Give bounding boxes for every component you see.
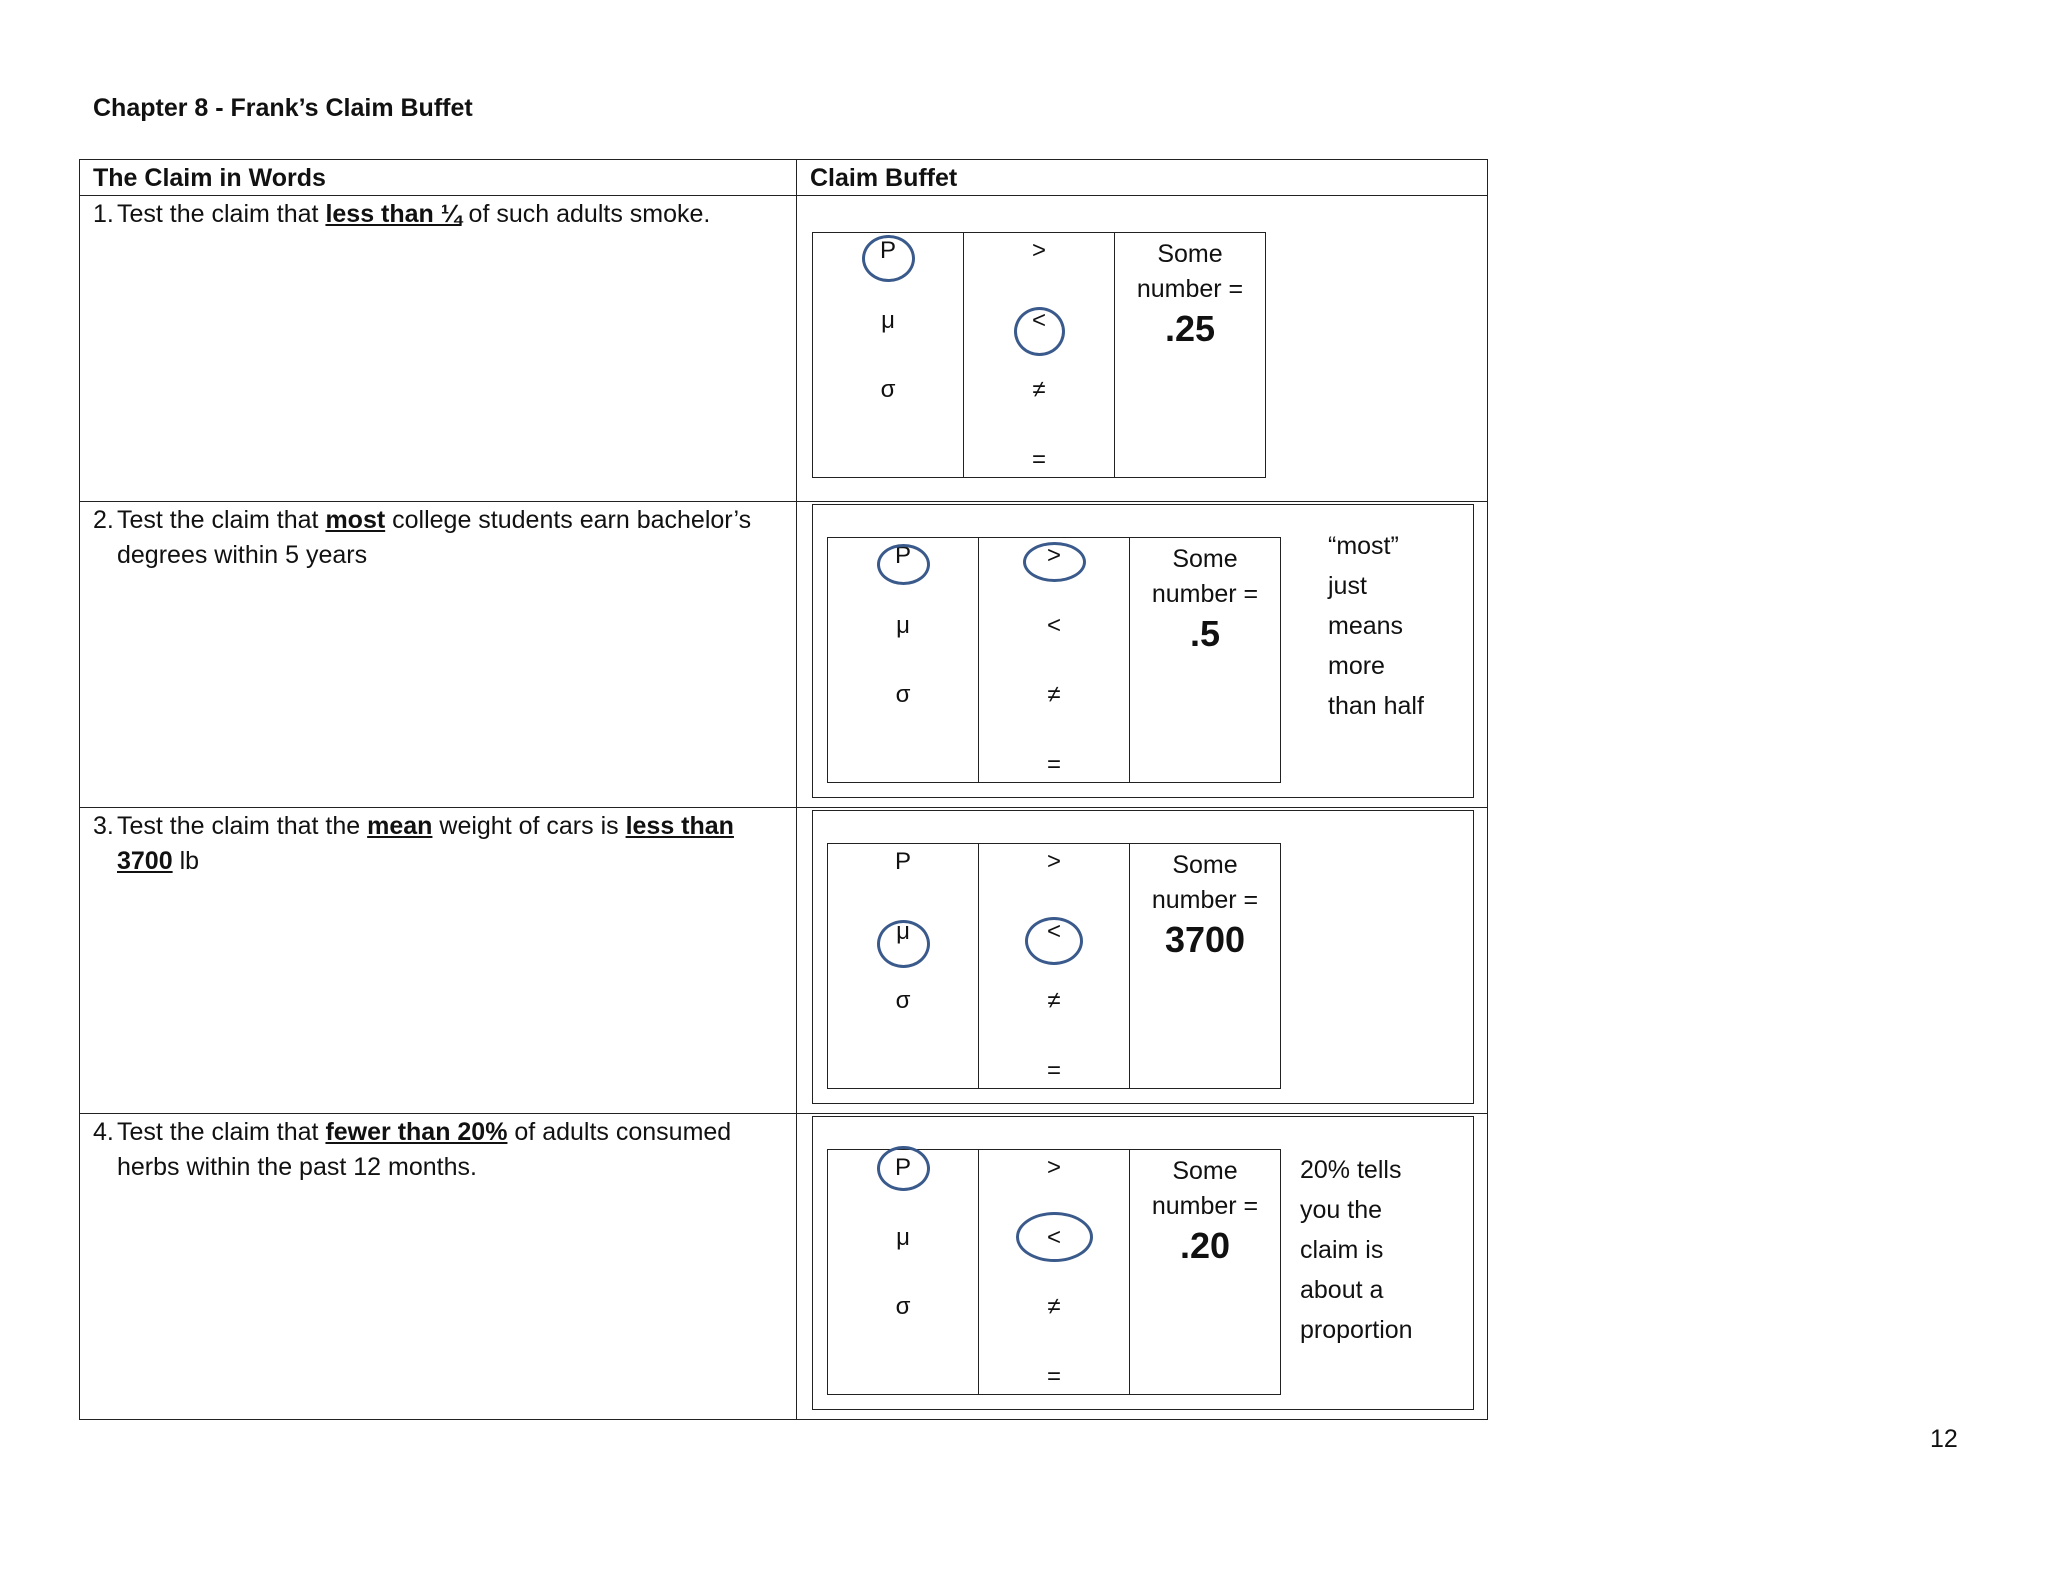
some-number-label: [1130, 848, 1280, 918]
page-title: Chapter 8 - Frank’s Claim Buffet: [93, 94, 473, 122]
claim-table: [79, 159, 1488, 1420]
claim-number: 4.: [93, 1118, 114, 1146]
claim-value: .25: [1164, 308, 1216, 349]
operator-option: >: [1046, 542, 1061, 569]
number-equals-label: number =: [1136, 275, 1244, 303]
claim-segment: Test the claim that: [117, 506, 326, 534]
claim-sentence: [117, 809, 786, 879]
claim-buffet-box: [827, 1149, 1281, 1395]
table-row: [80, 502, 1488, 808]
header-claim-buffet: Claim Buffet: [797, 160, 1488, 196]
note-line: you the: [1300, 1196, 1383, 1224]
claim-text: [80, 1114, 796, 1185]
operator-option: =: [1046, 1363, 1061, 1390]
some-number-label: [1115, 237, 1265, 307]
claim-keyword: most: [325, 506, 386, 534]
operator-option: =: [1046, 751, 1061, 778]
some-label: Some: [1172, 851, 1238, 879]
circled-operator-mark: [1023, 542, 1086, 582]
circled-operator-mark: [1014, 307, 1065, 356]
parameter-option: σ: [880, 376, 896, 403]
operator-option: >: [1046, 1154, 1061, 1181]
operator-column: [978, 1150, 1129, 1394]
claim-number: 1.: [93, 200, 114, 228]
operator-option: ≠: [1047, 1293, 1061, 1320]
claim-value: .20: [1179, 1225, 1231, 1266]
claim-text: [80, 196, 796, 232]
operator-option: >: [1046, 848, 1061, 875]
claim-sentence: [117, 1115, 786, 1185]
claim-words-cell: [80, 1114, 797, 1420]
claim-buffet-cell: [797, 1114, 1488, 1420]
claim-keyword: fewer than 20%: [325, 1118, 508, 1146]
claim-text: [80, 502, 796, 573]
operator-column: [978, 844, 1129, 1088]
number-equals-label: number =: [1151, 580, 1259, 608]
operator-option: <: [1031, 307, 1046, 334]
table-header-row: [80, 160, 1488, 196]
operator-option: >: [1031, 237, 1046, 264]
claim-sentence: [117, 197, 710, 232]
circled-operator-mark: [1016, 1212, 1093, 1262]
claim-buffet-box: [812, 232, 1266, 478]
parameter-option: μ: [896, 1224, 910, 1251]
parameter-option: μ: [896, 612, 910, 639]
circled-parameter-mark: [877, 544, 930, 585]
note-line: means: [1328, 612, 1404, 640]
claim-value: 3700: [1164, 919, 1246, 960]
operator-option: <: [1046, 1224, 1061, 1251]
operator-option: =: [1046, 1057, 1061, 1084]
note-line: than half: [1328, 692, 1424, 720]
claim-number: 3.: [93, 812, 114, 840]
claim-keyword: less than ¼: [325, 200, 462, 228]
number-equals-label: number =: [1151, 1192, 1259, 1220]
claim-segment: weight of cars is: [432, 812, 626, 840]
circled-parameter-mark: [877, 1146, 930, 1191]
circled-operator-mark: [1025, 917, 1083, 965]
claim-words-cell: [80, 502, 797, 808]
note-line: about a: [1300, 1276, 1384, 1304]
claim-number: 2.: [93, 506, 114, 534]
claim-words-cell: [80, 808, 797, 1114]
claim-buffet-cell: [797, 808, 1488, 1114]
operator-option: <: [1046, 612, 1061, 639]
claim-segment: Test the claim that: [117, 200, 326, 228]
claim-words-cell: [80, 196, 797, 502]
claim-keyword: less than 3700: [117, 812, 734, 875]
some-label: Some: [1172, 545, 1238, 573]
claim-buffet-cell: [797, 502, 1488, 808]
parameter-column: [813, 233, 963, 477]
parameter-option: P: [894, 542, 911, 569]
note-line: claim is: [1300, 1236, 1384, 1264]
table-row: [80, 196, 1488, 502]
table-row: [80, 808, 1488, 1114]
claim-note: [1328, 526, 1498, 726]
parameter-option: P: [894, 848, 911, 875]
some-label: Some: [1172, 1157, 1238, 1185]
operator-option: =: [1031, 446, 1046, 473]
note-line: 20% tells: [1300, 1156, 1402, 1184]
parameter-option: σ: [895, 681, 911, 708]
claim-segment: college students earn bachelor’s degrees within 5 years: [117, 506, 752, 569]
parameter-option: P: [879, 237, 896, 264]
claim-buffet-cell: [797, 196, 1488, 502]
parameter-column: [828, 844, 978, 1088]
parameter-column: [828, 1150, 978, 1394]
claim-segment: of adults consumed herbs within the past 12 months.: [117, 1118, 732, 1181]
note-line: just: [1328, 572, 1367, 600]
note-line: proportion: [1300, 1316, 1413, 1344]
value-column: [1114, 233, 1265, 477]
note-line: “most”: [1328, 532, 1399, 560]
parameter-column: [828, 538, 978, 782]
claim-value: .5: [1189, 613, 1221, 654]
claim-keyword: mean: [367, 812, 433, 840]
operator-column: [963, 233, 1114, 477]
claim-buffet-box: [827, 537, 1281, 783]
operator-option: ≠: [1047, 681, 1061, 708]
circled-parameter-mark: [862, 235, 915, 282]
claim-segment: Test the claim that the: [117, 812, 368, 840]
claim-sentence: [117, 503, 786, 573]
table-row: [80, 1114, 1488, 1420]
claim-buffet-box: [827, 843, 1281, 1089]
claim-note: [1300, 1150, 1470, 1350]
parameter-option: σ: [895, 987, 911, 1014]
value-column: [1129, 538, 1280, 782]
some-number-label: [1130, 1154, 1280, 1224]
operator-column: [978, 538, 1129, 782]
some-number-label: [1130, 542, 1280, 612]
operator-option: <: [1046, 918, 1061, 945]
claim-text: [80, 808, 796, 879]
value-column: [1129, 1150, 1280, 1394]
parameter-option: μ: [881, 307, 895, 334]
header-claim-in-words: The Claim in Words: [80, 160, 797, 196]
claim-segment: lb: [172, 847, 200, 875]
note-line: more: [1328, 652, 1385, 680]
claim-segment: Test the claim that: [117, 1118, 326, 1146]
number-equals-label: number =: [1151, 886, 1259, 914]
parameter-option: μ: [896, 918, 910, 945]
value-column: [1129, 844, 1280, 1088]
operator-option: ≠: [1032, 376, 1046, 403]
parameter-option: P: [894, 1154, 911, 1181]
circled-parameter-mark: [877, 920, 930, 968]
operator-option: ≠: [1047, 987, 1061, 1014]
some-label: Some: [1157, 240, 1223, 268]
parameter-option: σ: [895, 1293, 911, 1320]
claim-segment: of such adults smoke.: [461, 200, 711, 228]
page-number: 12: [1930, 1425, 1958, 1453]
